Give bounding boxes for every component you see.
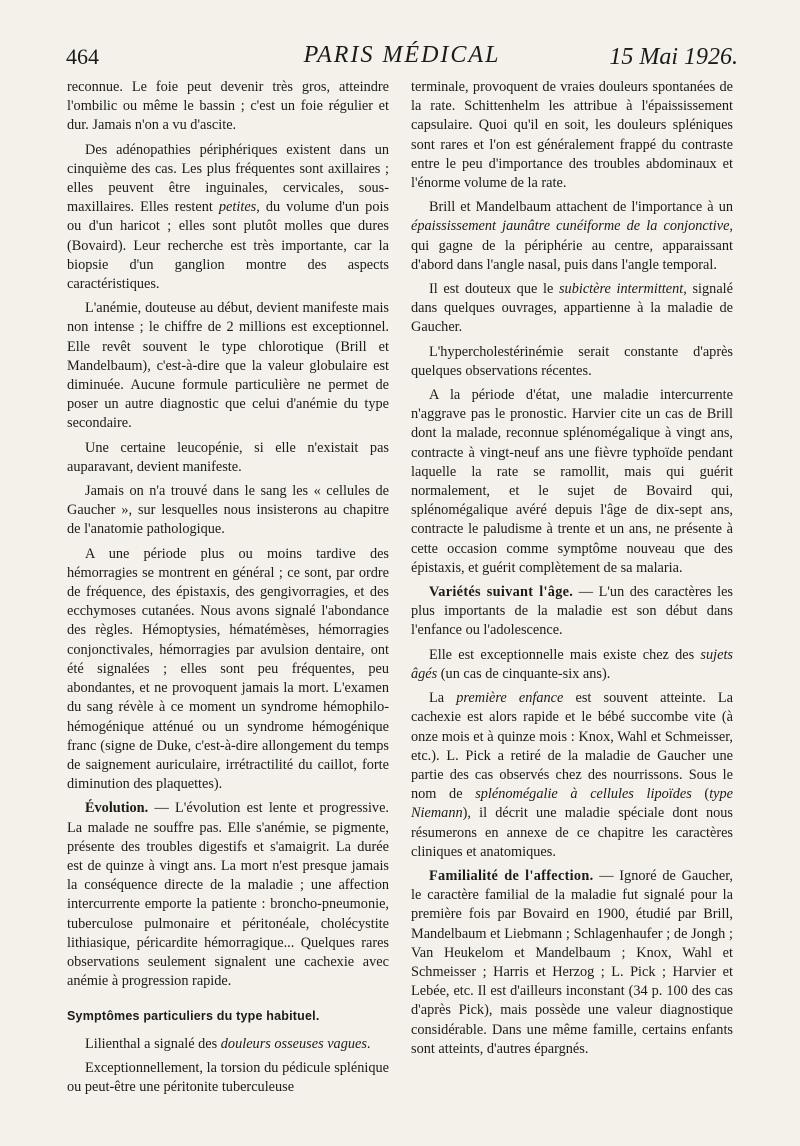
paragraph: Brill et Mandelbaum attachent de l'importance à un épaississement jaunâtre cunéiforme de la conjonctive, qui gagne de la périphérie au centre, apparaissant d'abord dans l'angle nasal, puis dans l'angle temporal. [411,199,733,273]
page-number: 464 [66,44,99,69]
paragraph: Elle est exceptionnelle mais existe chez des sujets âgés (un cas de cinquante-six ans). [411,646,733,682]
paragraph: L'anémie, douteuse au début, devient manifeste mais non intense ; le chiffre de 2 millions est exceptionnel. Elle revêt souvent le type chlorotique (Brill et Mandelbaum), c'est-à-dire que la valeur globulaire est diminuée. Aucune formule particulière ne permet de poser un autre diagnostic que celui d'anémie du type secondaire. [67,300,389,432]
section-heading: Symptômes particuliers du type habituel. [67,1009,320,1024]
run-in-heading: Familialité de l'affection. [429,867,594,884]
paragraph: L'hypercholestérinémie serait constante d'après quelques observations récentes. [411,343,733,379]
paragraph: Des adénopathies périphériques existent dans un cinquième des cas. Les plus fréquentes sont axillaires ; elles peuvent être inguinales, cervicales, sous-maxillaires. Elles restent petites, du volume d'un pois ou d'un haricot ; elles sont plutôt molles que dures (Bovaird). Leur recherche est très importante, car la biopsie d'un ganglion montre des aspects caractéristiques. [67,141,389,293]
paragraph: Familialité de l'affection. — Ignoré de Gaucher, le caractère familial de la maladie fut signalé pour la première fois par Bovaird en 1900, étudié par Brill, Mandelbaum et Liebmann ; Schlagenhaufer ; de Jongh ; Van Heukelom et Mandelbaum ; Knox, Wahl et Schmeisser ; Harris et Herzog ; L. Pick ; Harvier et Lebée, etc. Il est d'ailleurs inconstant (34 p. 100 des cas d'après Pick), mais possède une valeur diagnostique considérable. Dans une même famille, certains enfants sont atteints, d'autres épargnés. [411,867,733,1057]
paragraph: Il est douteux que le subictère intermittent, signalé dans quelques ouvrages, appartienne à la maladie de Gaucher. [411,281,733,336]
paragraph: A la période d'état, une maladie intercurrente n'aggrave pas le pronostic. Harvier cite un cas de Brill dont la malade, reconnue splénomégalique à vingt ans, contracte à vingt-neuf ans une fièvre typhoïde pendant laquelle la rate se ramollit, mais qui guérit normalement, et le sujet de Bovaird qui, splénomégalique avéré depuis l'âge de dix-sept ans, contracte le paludisme à trente et un ans, ne présente à cette occasion comme symptôme nouveau que des épistaxis, et guérit complètement de sa malaria. [411,387,733,576]
journal-title: PARIS MÉDICAL [303,42,501,68]
paragraph: Jamais on n'a trouvé dans le sang les « cellules de Gaucher », sur lesquelles nous insisterons au chapitre de l'anatomie pathologique. [67,483,389,538]
paragraph: Exceptionnellement, la torsion du pédicule splénique ou peut-être une péritonite tuberculeuse [67,1059,389,1095]
issue-date: 15 Mai 1926. [609,44,738,70]
page-header [66,40,738,74]
paragraph: La première enfance est souvent atteinte. La cachexie est alors rapide et le bébé succombe vite (à onze mois et à quinze mois : Knox, Wahl et Schmeisser, etc.). L. Pick a retiré de la maladie de Gaucher une partie des cas observés chez des nourrissons. Sous le nom de splénomégalie à cellules lipoïdes (type Niemann), il décrit une maladie spéciale dont nous résumerons en annexe de ce chapitre les caractères cliniques et anatomiques. [411,690,733,860]
paragraph: Lilienthal a signalé des douleurs osseuses vagues. [85,1035,371,1052]
paragraph: A une période plus ou moins tardive des hémorragies se montrent en général ; ce sont, par ordre de fréquence, des épistaxis, des gengivorragies, et des ecchymoses cutanées. Nous avons signalé l'abondance des règles. Hémoptysies, hématémèses, hémorragies conjonctivales, hémorragies par avulsion dentaire, ont été signalées ; elles sont peu fréquentes, peu abondantes, et ne provoquent jamais la mort. L'examen du sang révèle à ce moment un syndrome hémophilo-hémogénique atténué ou un syndrome hémogénique franc (signe de Duke, c'est-à-dire allongement du temps de saignement auriculaire, irrétractilité du caillot, forte diminution des plaquettes). [67,545,389,793]
left-column [67,78,389,1102]
right-column [411,78,733,1064]
run-in-heading: Variétés suivant l'âge. [429,584,574,601]
paragraph: Variétés suivant l'âge. — L'un des caractères les plus importants de la maladie est son début dans l'enfance ou l'adolescence. [411,584,733,639]
paragraph: Une certaine leucopénie, si elle n'existait pas auparavant, devient manifeste. [67,439,389,475]
paragraph: terminale, provoquent de vraies douleurs spontanées de la rate. Schittenhelm les attribue à l'épaississement capsulaire. Quoi qu'il en soit, les douleurs spléniques sont rares et l'on est généralement frappé du contraste entre le peu d'importance des troubles abdominaux et l'énorme volume de la rate. [411,79,733,192]
paragraph: Évolution. — L'évolution est lente et progressive. La malade ne souffre pas. Elle s'anémie, se pigmente, présente des troubles digestifs et s'amaigrit. La durée est de quinze à vingt ans. La mort n'est presque jamais la conséquence directe de la maladie ; une affection intercurrente emporte la patiente : broncho-pneumonie, tuberculose pulmonaire et péritonéale, cholécystite lithiasique, péricardite hémorragique... Quelques rares observations seulement signalent une cachexie avec anémie à progression rapide. [67,800,389,990]
paragraph: reconnue. Le foie peut devenir très gros, atteindre l'ombilic ou même le bassin ; c'est un foie régulier et dur. Jamais n'on a vu d'ascite. [67,79,389,134]
run-in-heading: Évolution. [85,800,149,817]
